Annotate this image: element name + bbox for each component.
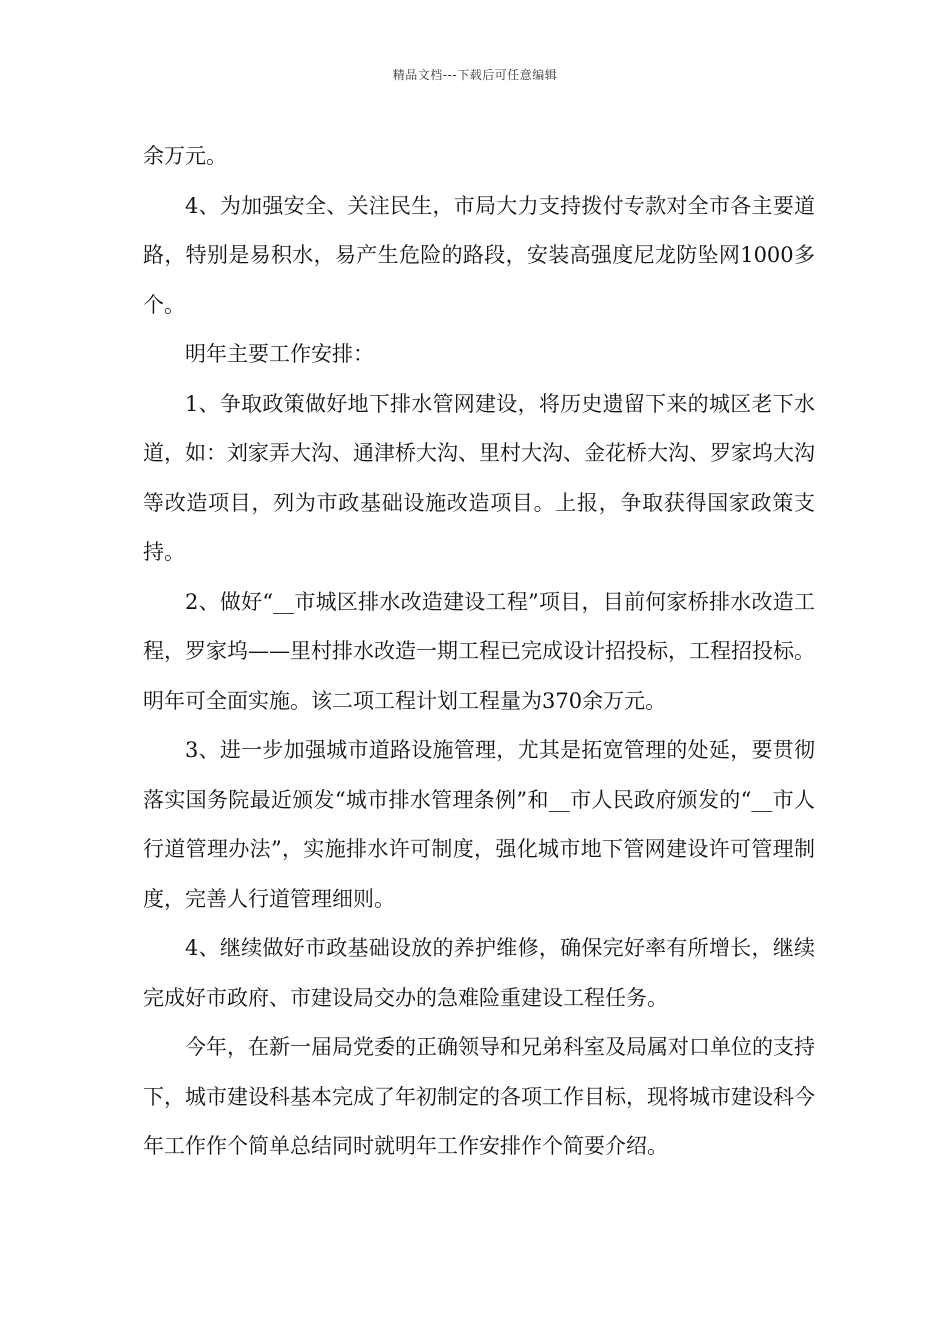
paragraph-plan-4: 4、继续做好市政基础设放的养护维修，确保完好率有所增长，继续完成好市政府、市建设局交办的急难险重建设工程任务。 <box>143 936 815 1010</box>
section-heading-next-year: 明年主要工作安排： <box>185 342 374 366</box>
paragraph-plan-2: 2、做好“__市城区排水改造建设工程”项目，目前何家桥排水改造工程，罗家坞——里村排水改造一期工程已完成设计招投标，工程招投标。明年可全面实施。该二项工程计划工程量为370余万元。 <box>143 589 815 713</box>
paragraph-summary: 今年，在新一届局党委的正确领导和兄弟科室及局属对口单位的支持下，城市建设科基本完成了年初制定的各项工作目标，现将城市建设科今年工作作个简单总结同时就明年工作安排作个简要介绍。 <box>143 1035 815 1158</box>
paragraph-plan-1: 1、争取政策做好地下排水管网建设，将历史遗留下来的城区老下水道，如：刘家弄大沟、通津桥大沟、里村大沟、金花桥大沟、罗家坞大沟等改造项目，列为市政基础设施改造项目。上报，争取获得国家政策支持。 <box>143 391 815 564</box>
paragraph-continuation: 余万元。 <box>143 144 227 168</box>
page-header: 精品文档---下载后可任意编辑 <box>392 68 558 82</box>
paragraph-item-4-safety: 4、为加强安全、关注民生，市局大力支持拨付专款对全市各主要道路，特别是易积水，易产生危险的路段，安装高强度尼龙防坠网1000多个。 <box>143 193 815 317</box>
paragraph-plan-3: 3、进一步加强城市道路设施管理，尤其是拓宽管理的处延，要贯彻落实国务院最近颁发“城市排水管理条例”和__市人民政府颁发的“__市人行道管理办法”，实施排水许可制度，强化城市地下管网建设许可管理制度，完善人行道管理细则。 <box>143 738 815 911</box>
document-body <box>143 132 815 1172</box>
